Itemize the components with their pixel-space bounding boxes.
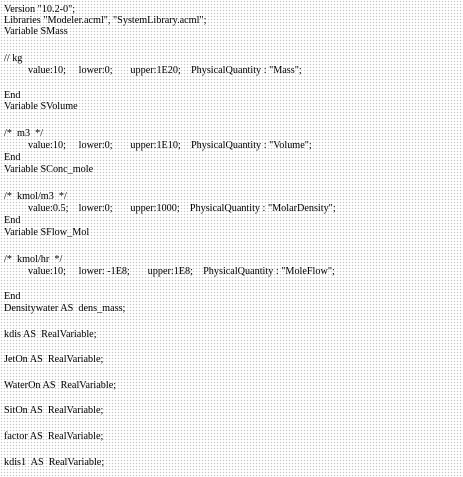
code-line: Version "10.2-0";	[4, 4, 76, 15]
code-line: Variable SVolume	[4, 101, 78, 112]
code-line: SitOn AS RealVariable;	[4, 405, 104, 416]
code-line: value:10; lower:0; upper:1E20; PhysicalQuantity : "Mass";	[28, 65, 302, 76]
code-comment: // kg	[4, 53, 23, 64]
code-line: Variable SMass	[4, 26, 68, 37]
code-line: Densitywater AS dens_mass;	[4, 303, 126, 314]
code-line: kdis1 AS RealVariable;	[4, 457, 105, 468]
code-comment: /* kmol/hr */	[4, 254, 63, 265]
code-line: Variable SFlow_Mol	[4, 227, 90, 238]
code-line: factor AS RealVariable;	[4, 431, 104, 442]
code-line: Variable SConc_mole	[4, 164, 94, 175]
code-line: Libraries "Modeler.acml", "SystemLibrary.acml";	[4, 15, 207, 26]
code-line: value:0.5; lower:0; upper:1000; PhysicalQuantity : "MolarDensity";	[28, 203, 336, 214]
code-line: WaterOn AS RealVariable;	[4, 380, 117, 391]
code-comment: /* m3 */	[4, 128, 44, 139]
code-comment: /* kmol/m3 */	[4, 191, 67, 202]
code-line: JetOn AS RealVariable;	[4, 354, 104, 365]
code-line: End	[4, 291, 21, 302]
code-line: End	[4, 152, 21, 163]
code-line: End	[4, 90, 21, 101]
code-line: kdis AS RealVariable;	[4, 329, 97, 340]
code-line: End	[4, 215, 21, 226]
code-line: value:10; lower:0; upper:1E10; PhysicalQuantity : "Volume";	[28, 140, 312, 151]
code-line: value:10; lower: -1E8; upper:1E8; PhysicalQuantity : "MoleFlow";	[28, 266, 335, 277]
